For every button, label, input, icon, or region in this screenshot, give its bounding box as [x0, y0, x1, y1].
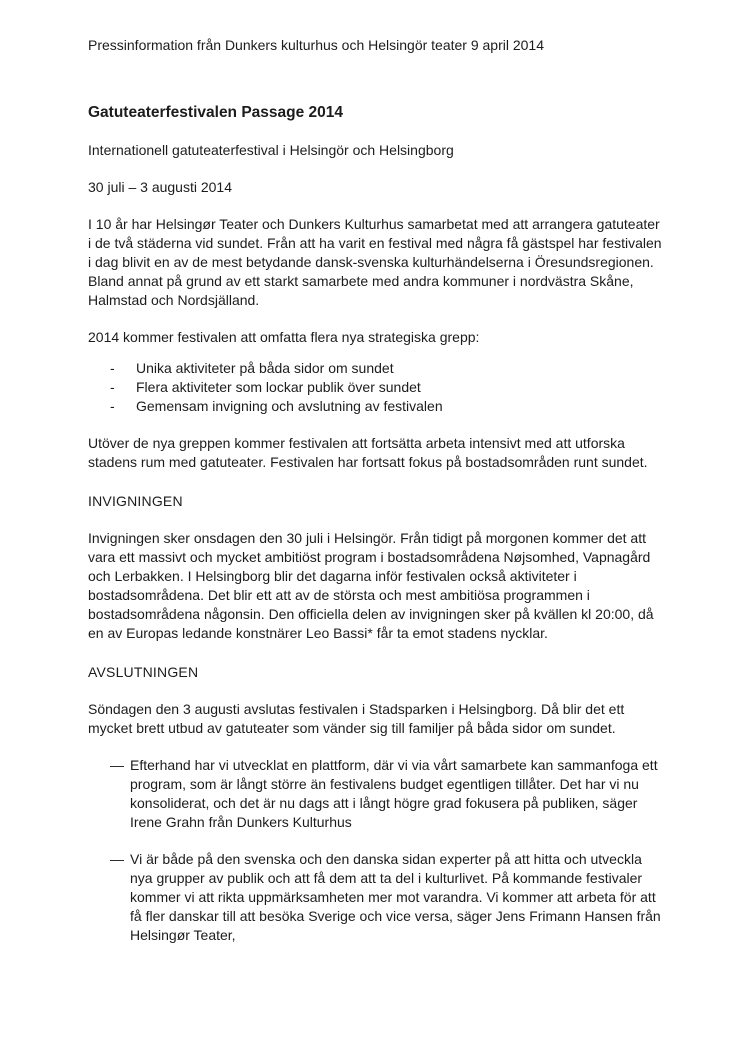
- list-dash-marker: -: [110, 398, 115, 414]
- avslutningen-paragraph: Söndagen den 3 augusti avslutas festivalen i Stadsparken i Helsingborg. Då blir det ett mycket brett utbud av gatuteater som vänder sig till familjer på båda sidor om sundet.: [88, 701, 625, 736]
- date-range: 30 juli – 3 augusti 2014: [88, 179, 232, 195]
- intro-paragraph: I 10 år har Helsingør Teater och Dunkers Kulturhus samarbetat med att arrangera gatuteater i de två städerna vid sundet. Från att ha varit en festival med några få gästspel har festivalen i dag blivit en av de mest betydande dansk-svenska kulturhändelserna i Öresundsregionen. Bland annat på grund av ett starkt samarbete med andra kommuner i nordvästra Skåne, Halmstad och Nordsjälland.: [88, 216, 662, 308]
- quote-item: [88, 756, 662, 832]
- list-dash-marker: -: [110, 360, 115, 376]
- document-title: Gatuteaterfestivalen Passage 2014: [88, 104, 344, 121]
- list-dash-marker: -: [110, 379, 115, 395]
- quote-list: [88, 756, 662, 945]
- strategy-item: [88, 359, 662, 378]
- quote-dash-marker: —: [110, 851, 124, 867]
- section-heading-avslutningen: AVSLUTNINGEN: [88, 664, 199, 680]
- quote-text: Efterhand har vi utvecklat en plattform, där vi via vårt samarbete kan sammanfoga ett program, som är långt större än festivalens budget egentligen tillåter. Det har vi nu konsoliderat, och det är nu dags att i långt högre grad fokusera på publiken, säger Irene Grahn från Dunkers Kulturhus: [130, 757, 658, 830]
- strategy-lead: 2014 kommer festivalen att omfatta flera nya strategiska grepp:: [88, 329, 480, 345]
- strategy-item-text: Flera aktiviteter som lockar publik över sundet: [136, 379, 421, 395]
- strategy-item-text: Unika aktiviteter på båda sidor om sundet: [136, 360, 394, 376]
- post-strategy-paragraph: Utöver de nya greppen kommer festivalen att fortsätta arbeta intensivt med att utforska stadens rum med gatuteater. Festivalen har fortsatt fokus på bostadsområden runt sundet.: [88, 435, 648, 470]
- document-subtitle: Internationell gatuteaterfestival i Helsingör och Helsingborg: [88, 142, 454, 158]
- strategy-item: [88, 378, 662, 397]
- strategy-item-text: Gemensam invigning och avslutning av festivalen: [136, 398, 443, 414]
- strategy-list: [88, 359, 662, 416]
- quote-item: [88, 850, 662, 945]
- press-header: Pressinformation från Dunkers kulturhus och Helsingör teater 9 april 2014: [88, 37, 545, 53]
- section-heading-invigningen: INVIGNINGEN: [88, 493, 183, 509]
- strategy-item: [88, 397, 662, 416]
- quote-dash-marker: —: [110, 757, 124, 773]
- quote-text: Vi är både på den svenska och den danska sidan experter på att hitta och utveckla nya grupper av publik och att få dem att ta del i kulturlivet. På kommande festivaler kommer vi att rikta uppmärksamheten mer mot varandra. Vi kommer att arbeta för att få fler danskar till att besöka Sverige och vice versa, säger Jens Frimann Hansen från Helsingør Teater,: [130, 851, 661, 943]
- invigningen-paragraph: Invigningen sker onsdagen den 30 juli i Helsingör. Från tidigt på morgonen kommer det att vara ett massivt och mycket ambitiöst program i bostadsområdena Nøjsomhed, Vapnagård och Lerbakken. I Helsingborg blir det dagarna inför festivalen också aktiviteter i bostadsområdena. Det blir ett att av de största och mest ambitiösa programmen i bostadsområdena någonsin. Den officiella delen av invigningen sker på kvällen kl 20:00, då en av Europas ledande konstnärer Leo Bassi* får ta emot stadens nycklar.: [88, 530, 654, 641]
